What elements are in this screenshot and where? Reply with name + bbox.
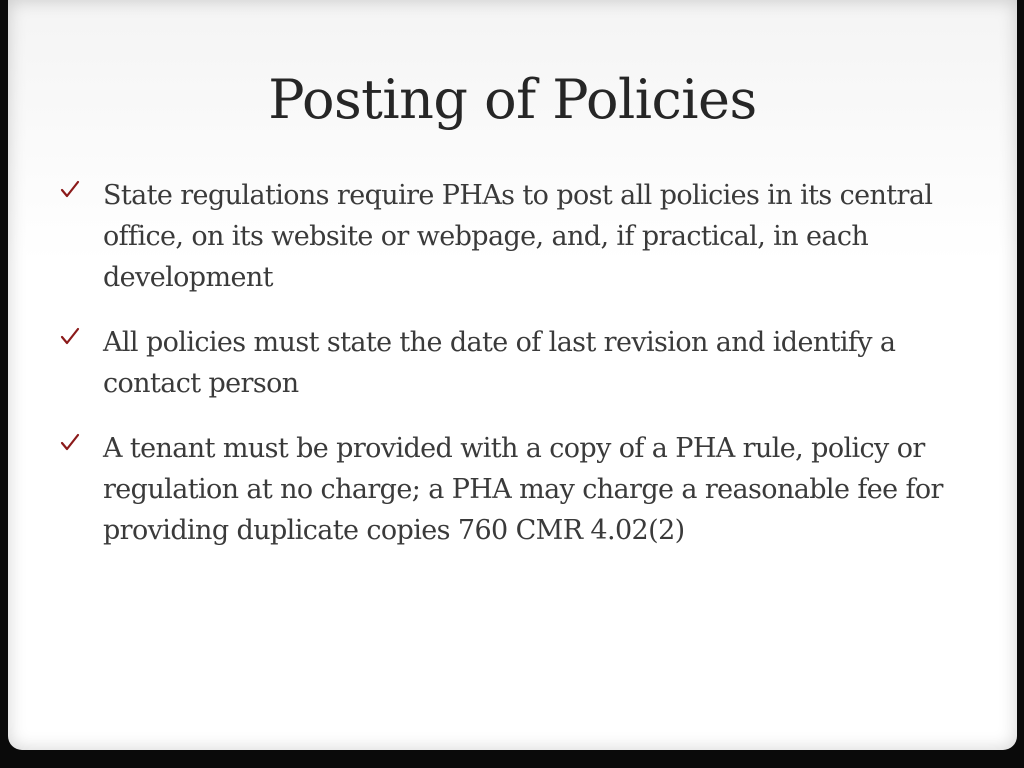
slide (8, 0, 1017, 750)
bullet-text: All policies must state the date of last revision and identify a contact person (103, 327, 896, 399)
bullet-item (60, 175, 980, 298)
bullet-item (60, 428, 980, 551)
bullet-text: State regulations require PHAs to post all policies in its central office, on its website or webpage, and, if practical, in each development (103, 180, 933, 293)
bullet-text: A tenant must be provided with a copy of a PHA rule, policy or regulation at no charge; a PHA may charge a reasonable fee for providing duplicate copies 760 CMR 4.02(2) (103, 433, 943, 546)
check-icon (60, 326, 80, 346)
bullet-list (60, 175, 980, 575)
slide-title: Posting of Policies (268, 68, 757, 131)
check-icon (60, 179, 80, 199)
check-icon (60, 432, 80, 452)
bullet-item (60, 322, 980, 404)
